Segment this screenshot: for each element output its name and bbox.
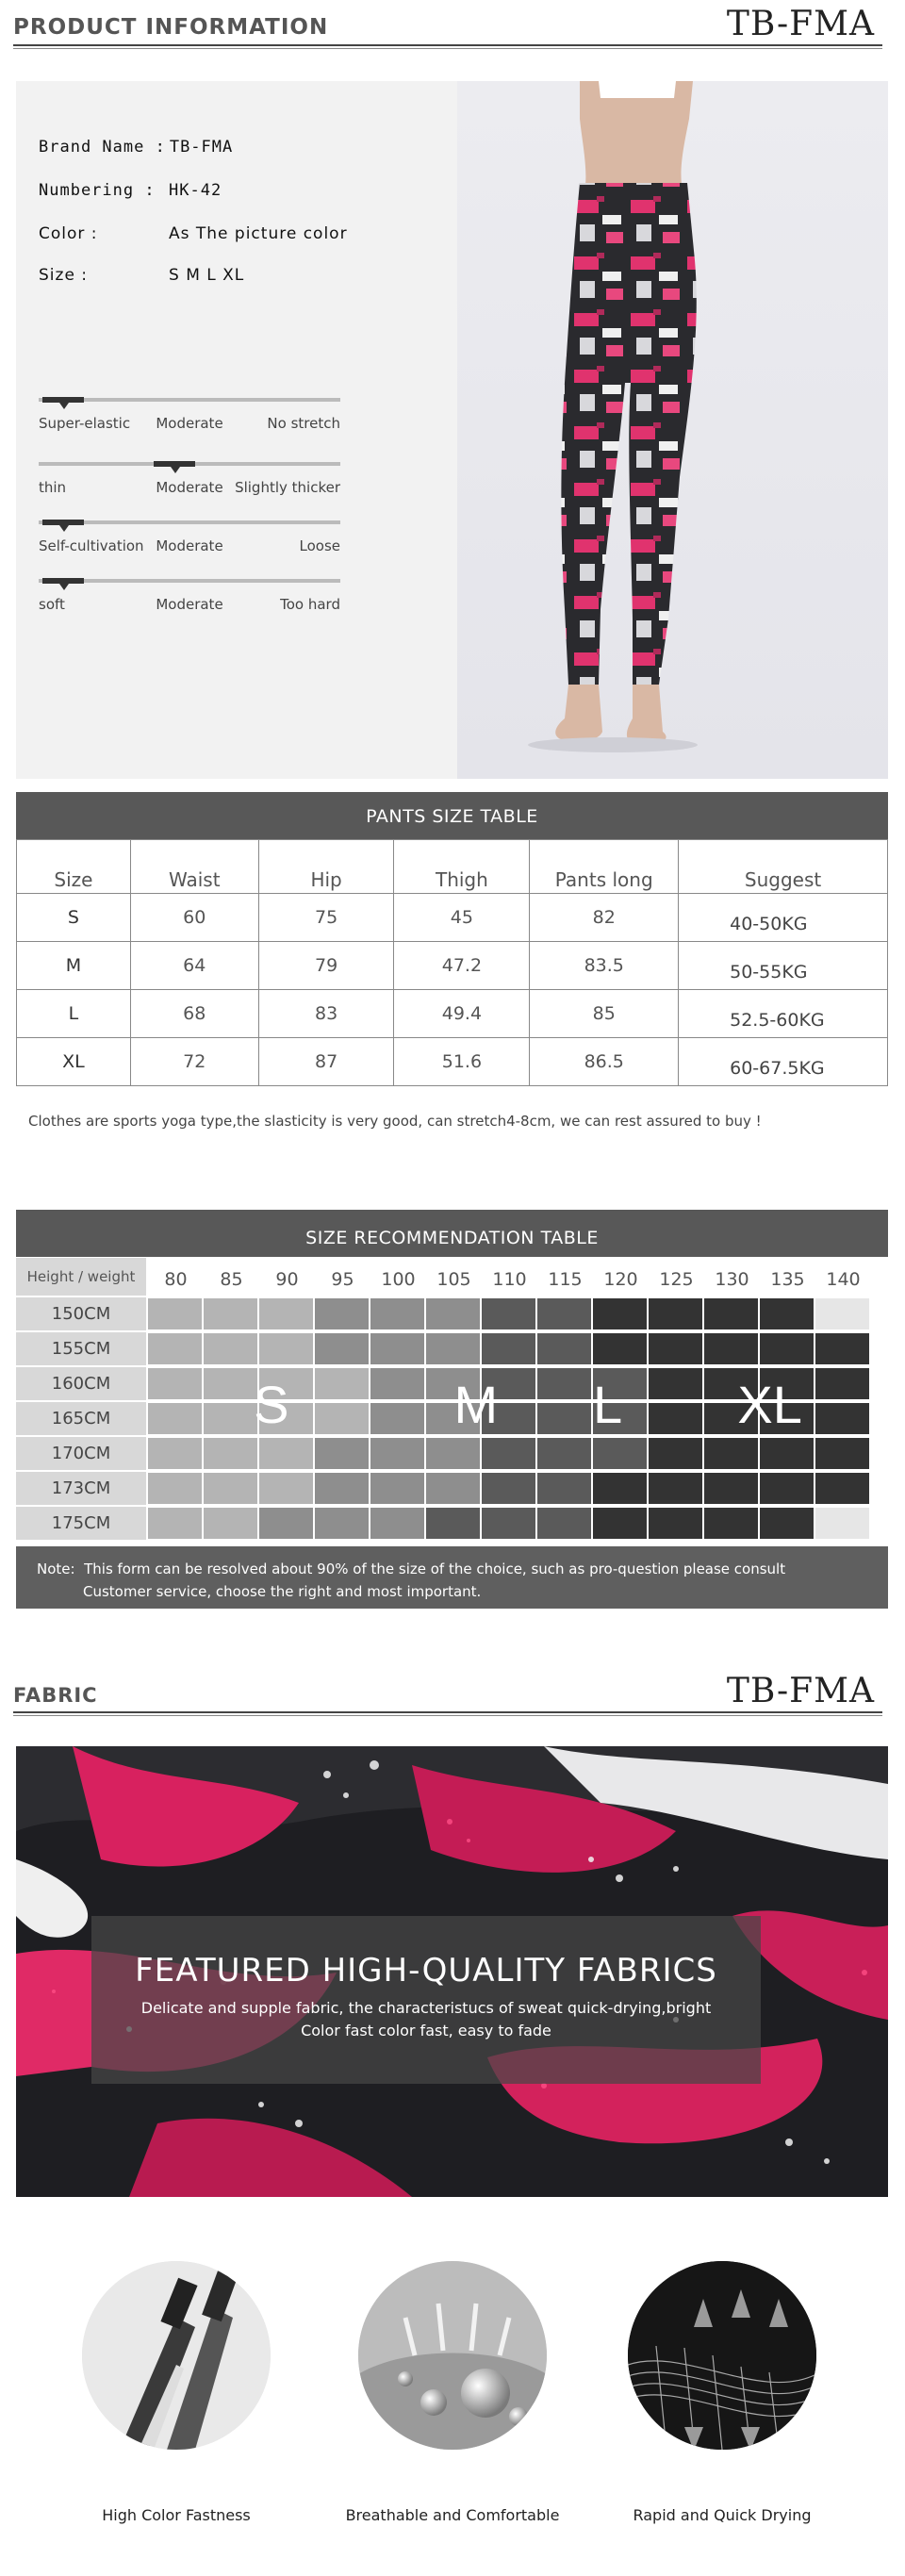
note-label: Note: [37,1560,75,1577]
weight-header-row [16,1258,888,1296]
height-label: 160CM [16,1367,146,1400]
size-cell [704,1473,758,1504]
section-title: FABRIC [13,1684,98,1707]
size-cell [204,1438,257,1469]
size-cell [593,1508,647,1539]
table-cell: 50-55KG [679,942,888,990]
size-cell [649,1368,702,1399]
size-cell [259,1438,313,1469]
size-cell [204,1508,257,1539]
size-cell [704,1508,758,1539]
weight-header: 135 [770,1269,805,1290]
weight-header: 95 [331,1269,354,1290]
airflow-mesh-icon [628,2261,816,2450]
scale-left-label: thin [39,479,67,496]
brand-value: TB-FMA [169,138,234,157]
feature-caption: High Color Fastness [102,2506,251,2524]
weight-header: 80 [164,1269,188,1290]
table-cell: 64 [130,942,258,990]
table-row [17,942,888,990]
column-header: Hip [258,840,394,894]
column-header: Suggest [679,840,888,894]
size-cell [370,1403,424,1434]
height-weight-corner: Height / weight [16,1258,146,1296]
size-cell [204,1298,257,1329]
table-cell: XL [17,1038,131,1086]
size-cell [704,1298,758,1329]
height-label: 155CM [16,1332,146,1365]
size-cell [426,1298,480,1329]
table-cell: 60 [130,894,258,942]
scale-indicator [42,397,84,403]
size-cell [815,1368,869,1399]
fabric-caption-box [91,1916,761,2084]
fabric-desc-2: Color fast color fast, easy to fade [301,2022,551,2039]
size-cell [593,1473,647,1504]
size-cell [593,1333,647,1364]
size-zone-label: XL [737,1375,802,1435]
size-cell [537,1508,591,1539]
table-cell: 68 [130,990,258,1038]
size-cell [649,1298,702,1329]
size-cell [315,1473,369,1504]
size-cell [649,1438,702,1469]
divider [13,1711,882,1713]
quick-drying-image [628,2261,816,2450]
size-zone-label: L [593,1375,623,1435]
size-cell [482,1438,535,1469]
feature-caption: Rapid and Quick Drying [633,2506,812,2524]
size-row [39,266,245,285]
weight-header: 85 [220,1269,243,1290]
size-cell [315,1333,369,1364]
size-cell [370,1438,424,1469]
size-cell [815,1438,869,1469]
size-cell [370,1298,424,1329]
scale-mid-label: Moderate [156,537,223,554]
column-header: Size [17,840,131,894]
size-cell [760,1333,814,1364]
size-cell [259,1333,313,1364]
color-row [39,224,348,243]
size-cell [649,1508,702,1539]
scale-indicator [42,520,84,525]
column-header: Thigh [394,840,530,894]
table-cell: M [17,942,131,990]
size-cell [148,1508,202,1539]
size-cell [370,1333,424,1364]
stretch-note: Clothes are sports yoga type,the slasticity is very good, can stretch4-8cm, we can rest assured to buy ! [28,1113,762,1130]
number-label: Numbering : [39,181,156,200]
table-row [17,990,888,1038]
product-info-panel [16,81,457,779]
size-cell [148,1333,202,1364]
size-cell [482,1333,535,1364]
water-droplets-icon [358,2261,547,2450]
size-note [16,1546,888,1609]
size-cell [815,1403,869,1434]
size-cell [148,1473,202,1504]
weight-header: 120 [603,1269,638,1290]
weight-header: 125 [659,1269,694,1290]
size-cell [204,1368,257,1399]
table-cell: 60-67.5KG [679,1038,888,1086]
size-cell [649,1473,702,1504]
leggings-model-illustration [457,81,888,779]
size-cell [815,1508,869,1539]
height-label: 175CM [16,1507,146,1540]
note-line-2: Customer service, choose the right and most important. [83,1583,482,1600]
fabric-closeup-image [16,1746,888,2197]
size-value: S M L XL [169,266,245,285]
scale-mid-label: Moderate [156,479,223,496]
size-cell [593,1438,647,1469]
weight-header: 140 [826,1269,861,1290]
size-recommendation-title: SIZE RECOMMENDATION TABLE [16,1210,888,1257]
size-zone-label: M [453,1375,499,1435]
table-cell: 75 [258,894,394,942]
size-cell [315,1368,369,1399]
table-cell: 87 [258,1038,394,1086]
size-cell [315,1438,369,1469]
scale-left-label: Self-cultivation [39,537,144,554]
size-cell [537,1438,591,1469]
scale-mid-label: Moderate [156,415,223,432]
brand-label: Brand Name : [39,138,166,157]
height-label: 165CM [16,1402,146,1435]
size-cell [426,1508,480,1539]
scale-left-label: Super-elastic [39,415,131,432]
table-cell: L [17,990,131,1038]
size-cell [370,1473,424,1504]
table-cell: 79 [258,942,394,990]
table-cell: 85 [530,990,679,1038]
size-cell [537,1473,591,1504]
size-cell [315,1508,369,1539]
paintbrush-icon [82,2261,271,2450]
size-cell [760,1438,814,1469]
size-cell [259,1508,313,1539]
size-cell [426,1438,480,1469]
size-cell [537,1298,591,1329]
scale-right-label: No stretch [267,415,340,432]
weight-header: 100 [381,1269,416,1290]
column-header: Pants long [530,840,679,894]
size-cell [148,1368,202,1399]
fabric-desc-1: Delicate and supple fabric, the characteristucs of sweat quick-drying,bright [140,1999,712,2017]
height-label: 173CM [16,1472,146,1505]
section-title: PRODUCT INFORMATION [13,15,329,40]
size-cell [482,1508,535,1539]
table-cell: 52.5-60KG [679,990,888,1038]
pants-size-table [16,839,888,1086]
size-cell [704,1438,758,1469]
scale-right-label: Slightly thicker [235,479,340,496]
product-info-header [13,0,882,49]
note-line-1: This form can be resolved about 90% of the size of the choice, such as pro-question please consult [84,1560,786,1577]
brand-logo-text: TB-FMA [726,5,875,43]
scale-right-label: Loose [299,537,340,554]
size-cell [760,1473,814,1504]
table-row [17,1038,888,1086]
weight-header: 90 [275,1269,299,1290]
table-cell: 40-50KG [679,894,888,942]
table-cell: 83.5 [530,942,679,990]
divider [13,1715,882,1716]
table-cell: 82 [530,894,679,942]
size-cell [593,1298,647,1329]
table-cell: 51.6 [394,1038,530,1086]
size-cell [148,1438,202,1469]
size-cell [370,1508,424,1539]
weight-header: 130 [715,1269,749,1290]
table-cell: S [17,894,131,942]
color-fastness-image [82,2261,271,2450]
scale-left-label: soft [39,596,65,613]
size-cell [204,1333,257,1364]
size-cell [704,1333,758,1364]
scale-indicator [42,578,84,584]
size-cell [815,1473,869,1504]
breathable-image [358,2261,547,2450]
feature-caption: Breathable and Comfortable [345,2506,560,2524]
fabric-header [13,1667,882,1716]
number-row [39,181,222,200]
size-cell [148,1298,202,1329]
table-cell: 45 [394,894,530,942]
height-label: 170CM [16,1437,146,1470]
size-cell [148,1403,202,1434]
size-cell [815,1298,869,1329]
size-cell [649,1333,702,1364]
size-zone-label: S [254,1375,289,1435]
divider [13,44,882,46]
column-header: Waist [130,840,258,894]
size-cell [259,1298,313,1329]
product-photo [457,81,888,779]
table-header-row [17,840,888,894]
size-recommendation-table [16,1258,888,1533]
size-label: Size : [39,266,89,285]
size-cell [537,1368,591,1399]
size-cell [815,1333,869,1364]
table-cell: 72 [130,1038,258,1086]
size-cell [760,1508,814,1539]
size-cell [760,1298,814,1329]
fabric-title: FEATURED HIGH-QUALITY FABRICS [135,1952,717,1990]
size-cell [537,1333,591,1364]
weight-header: 105 [436,1269,471,1290]
height-label: 150CM [16,1297,146,1330]
size-cell [482,1473,535,1504]
brand-row [39,138,233,157]
table-cell: 49.4 [394,990,530,1038]
table-cell: 83 [258,990,394,1038]
size-cell [426,1333,480,1364]
color-value: As The picture color [169,224,348,243]
scale-mid-label: Moderate [156,596,223,613]
size-cell [426,1473,480,1504]
size-cell [649,1403,702,1434]
size-cell [204,1403,257,1434]
table-row [17,894,888,942]
size-cell [315,1298,369,1329]
size-cell [482,1298,535,1329]
size-cell [315,1403,369,1434]
divider [13,48,882,49]
size-cell [204,1473,257,1504]
size-cell [259,1473,313,1504]
table-cell: 47.2 [394,942,530,990]
weight-header: 110 [492,1269,527,1290]
brand-logo-text: TB-FMA [726,1672,875,1710]
table-cell: 86.5 [530,1038,679,1086]
size-cell [537,1403,591,1434]
scale-right-label: Too hard [280,596,340,613]
color-label: Color : [39,224,98,243]
scale-indicator [154,461,195,467]
weight-header: 115 [548,1269,583,1290]
pants-size-table-title: PANTS SIZE TABLE [16,792,888,839]
size-cell [370,1368,424,1399]
number-value: HK-42 [169,181,222,200]
